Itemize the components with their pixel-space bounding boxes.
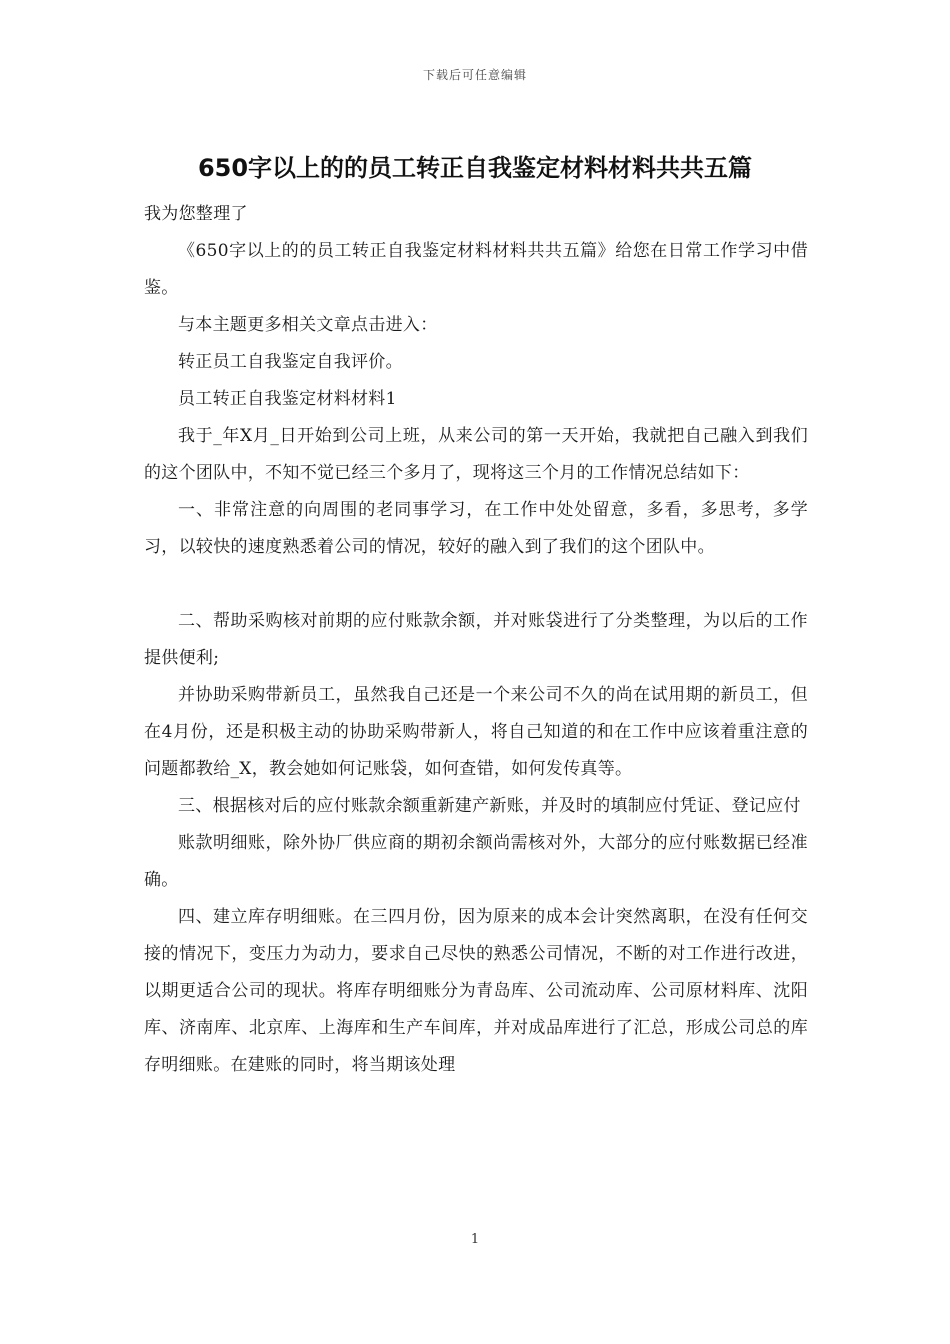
- page-title: 650字以上的的员工转正自我鉴定材料材料共共五篇: [197, 154, 753, 182]
- paragraph: 四、建立库存明细账。在三四月份，因为原来的成本会计突然离职，在没有任何交接的情况下，变压力为动力，要求自己尽快的熟悉公司情况，不断的对工作进行改进，以期更适合公司的现状。将库存明细账分为青岛库、公司流动库、公司原材料库、沈阳库、济南库、北京库、上海库和生产车间库，并对成品库进行了汇总，形成公司总的库存明细账。在建账的同时，将当期该处理: [144, 907, 808, 1075]
- paragraph: 并协助采购带新员工，虽然我自己还是一个来公司不久的尚在试用期的新员工，但在4月份，还是积极主动的协助采购带新人，将自己知道的和在工作中应该着重注意的问题都教给_X，教会她如何记账袋，如何查错，如何发传真等。: [144, 685, 808, 779]
- paragraph: 《650字以上的的员工转正自我鉴定材料材料共共五篇》给您在日常工作学习中借鉴。: [144, 241, 808, 298]
- paragraph: 我于_年X月_日开始到公司上班，从来公司的第一天开始，我就把自己融入到我们的这个团队中，不知不觉已经三个多月了，现将这三个月的工作情况总结如下：: [144, 426, 808, 483]
- document-body: [144, 196, 808, 1084]
- page-number: 1: [470, 1232, 480, 1247]
- paragraph: 二、帮助采购核对前期的应付账款余额，并对账袋进行了分类整理，为以后的工作提供便利;: [144, 611, 808, 668]
- section-heading: 员工转正自我鉴定材料材料1: [178, 389, 397, 409]
- header-note: 下载后可任意编辑: [422, 68, 527, 82]
- paragraph: 与本主题更多相关文章点击进入：: [178, 315, 438, 335]
- paragraph-link[interactable]: 转正员工自我鉴定自我评价。: [178, 352, 403, 372]
- paragraph: 三、根据核对后的应付账款余额重新建产新账，并及时的填制应付凭证、登记应付: [178, 796, 801, 816]
- paragraph-intro: 我为您整理了: [144, 204, 248, 224]
- paragraph: 账款明细账，除外协厂供应商的期初余额尚需核对外，大部分的应付账数据已经准确。: [144, 833, 808, 890]
- paragraph: 一、非常注意的向周围的老同事学习，在工作中处处留意，多看，多思考，多学习，以较快的速度熟悉着公司的情况，较好的融入到了我们的这个团队中。: [144, 500, 808, 557]
